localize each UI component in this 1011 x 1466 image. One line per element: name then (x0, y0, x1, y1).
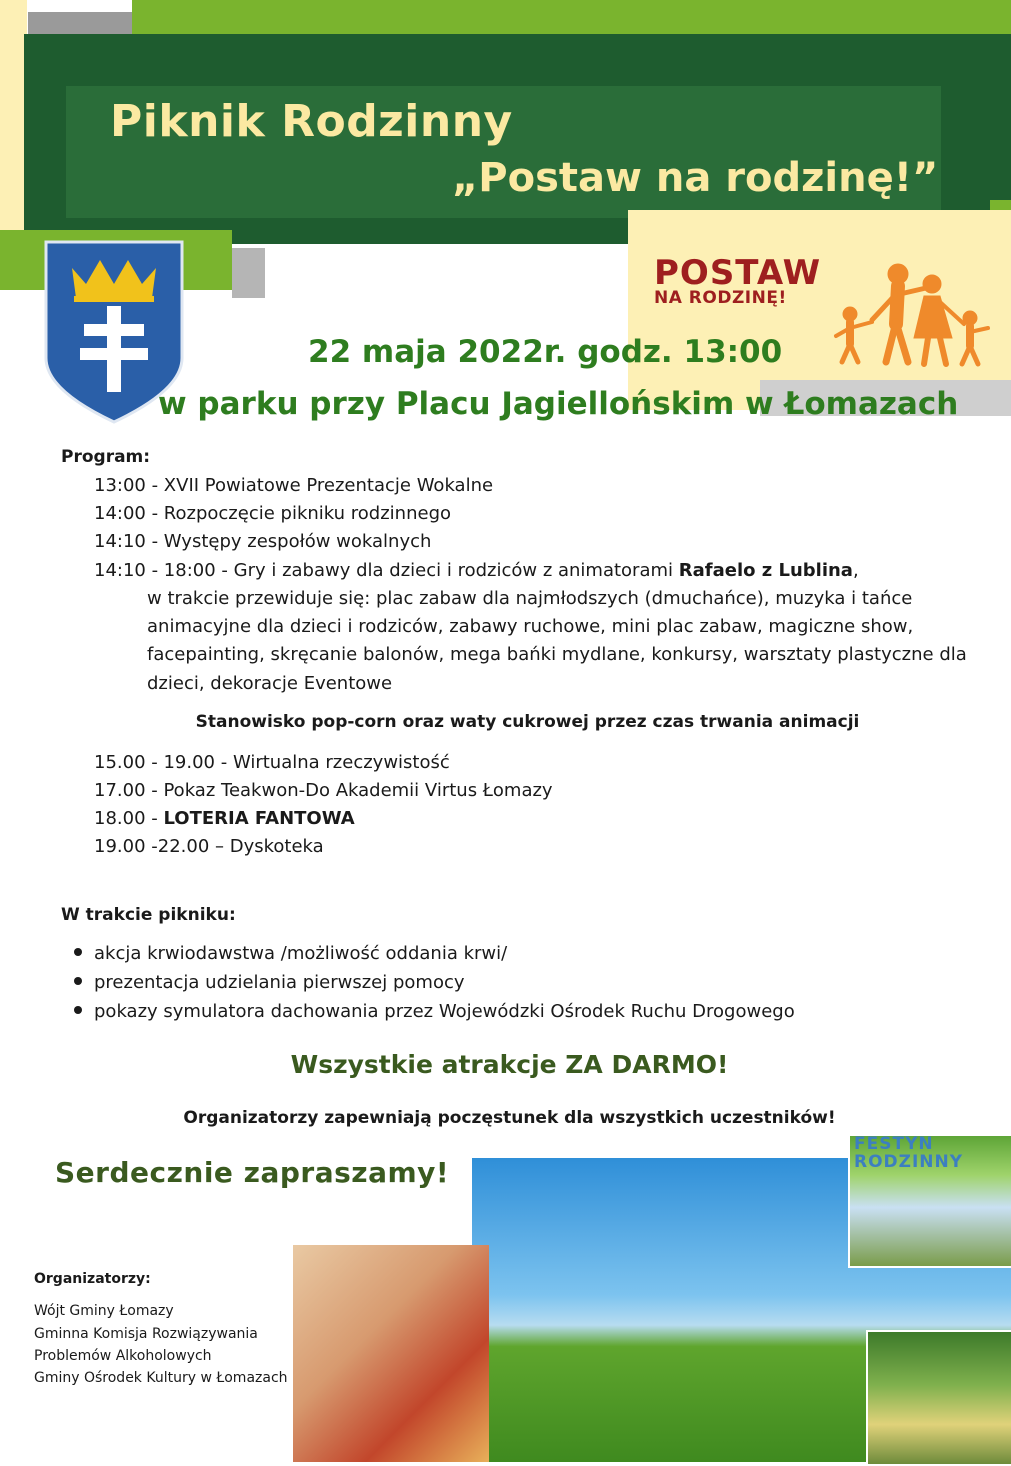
children-posters-photo (866, 1330, 1011, 1466)
organizer-line: Gminy Ośrodek Kultury w Łomazach (34, 1370, 288, 1386)
list-item (74, 943, 507, 964)
program-description-line: w trakcie przewiduje się: plac zabaw dla najmłodszych (dmuchańce), muzyka i tańce (147, 588, 913, 609)
page-title: Piknik Rodzinny (110, 96, 513, 147)
program-item (94, 752, 450, 773)
list-item-text: akcja krwiodawstwa /możliwość oddania krwi/ (94, 943, 508, 964)
program-item: 14:10 - Występy zespołów wokalnych (94, 531, 432, 552)
program-item-time: 17.00 - (94, 780, 164, 801)
program-item: 14:00 - Rozpoczęcie pikniku rodzinnego (94, 503, 452, 524)
festival-photo-sign (854, 1136, 963, 1172)
bullet-icon (74, 977, 82, 985)
logo-text-line2: NA RODZINĘ! (654, 288, 787, 308)
free-attractions-note: Wszystkie atrakcje ZA DARMO! (290, 1050, 729, 1079)
postaw-na-rodzine-logo (654, 253, 822, 308)
child-painting-photo (293, 1245, 489, 1462)
program-item-text: LOTERIA FANTOWA (163, 808, 355, 829)
bullet-icon (74, 948, 82, 956)
organizer-line: Wójt Gminy Łomazy (34, 1303, 174, 1319)
program-item (94, 780, 553, 801)
program-item-time: 19.00 -22.00 – (94, 836, 230, 857)
program-item-time: 15.00 - 19.00 - (94, 752, 233, 773)
program-item-text: Pokaz Teakwon-Do Akademii Virtus Łomazy (163, 780, 553, 801)
event-date: 22 maja 2022r. godz. 13:00 (308, 334, 783, 370)
during-heading: W trakcie pikniku: (61, 905, 236, 925)
program-item (94, 560, 859, 581)
festival-sign-line1: FESTYN (854, 1134, 934, 1154)
logo-text-line1: POSTAW (654, 253, 822, 293)
bullet-icon (74, 1006, 82, 1014)
page-subtitle: „Postaw na rodzinę!” (452, 155, 939, 201)
organizer-line: Gminna Komisja Rozwiązywania (34, 1326, 258, 1342)
header-grey-block-left (232, 248, 265, 298)
invitation-text: Serdecznie zapraszamy! (55, 1156, 450, 1189)
list-item-text: pokazy symulatora dachowania przez Wojewódzki Ośrodek Ruchu Drogowego (94, 1001, 795, 1022)
program-description-line: animacyjne dla dzieci i rodziców, zabawy ruchowe, mini plac zabaw, magiczne show, (147, 616, 914, 637)
list-item (74, 1001, 795, 1022)
festival-sign-line2: RODZINNY (854, 1151, 964, 1172)
program-item: 13:00 - XVII Powiatowe Prezentacje Wokalne (94, 475, 494, 496)
program-item-text: Dyskoteka (229, 836, 324, 857)
animator-name: Rafaelo z Lublina (678, 560, 853, 581)
program-item (94, 808, 355, 829)
program-item (94, 836, 324, 857)
program-description-line: dzieci, dekoracje Eventowe (147, 673, 393, 694)
stand-note: Stanowisko pop-corn oraz waty cukrowej przez czas trwania animacji (195, 712, 860, 732)
list-item-text: prezentacja udzielania pierwszej pomocy (94, 972, 465, 993)
family-icon (828, 262, 998, 370)
header-cream-block-left (0, 0, 27, 238)
list-item (74, 972, 465, 993)
organizers-heading: Organizatorzy: (34, 1271, 151, 1287)
organizer-line: Problemów Alkoholowych (34, 1348, 212, 1364)
program-item-text: Wirtualna rzeczywistość (232, 752, 450, 773)
program-heading: Program: (61, 447, 151, 467)
event-place: w parku przy Placu Jagiellońskim w Łomazach (158, 386, 959, 422)
program-item-text: 14:10 - 18:00 - Gry i zabawy dla dzieci i rodziców z animatorami (94, 560, 679, 581)
program-description-line: facepainting, skręcanie balonów, mega bańki mydlane, konkursy, warsztaty plastyczne dla (147, 644, 967, 665)
refreshments-note: Organizatorzy zapewniają poczęstunek dla wszystkich uczestników! (183, 1108, 836, 1128)
program-item-time: 18.00 - (94, 808, 164, 829)
program-item-tail: , (852, 560, 859, 581)
